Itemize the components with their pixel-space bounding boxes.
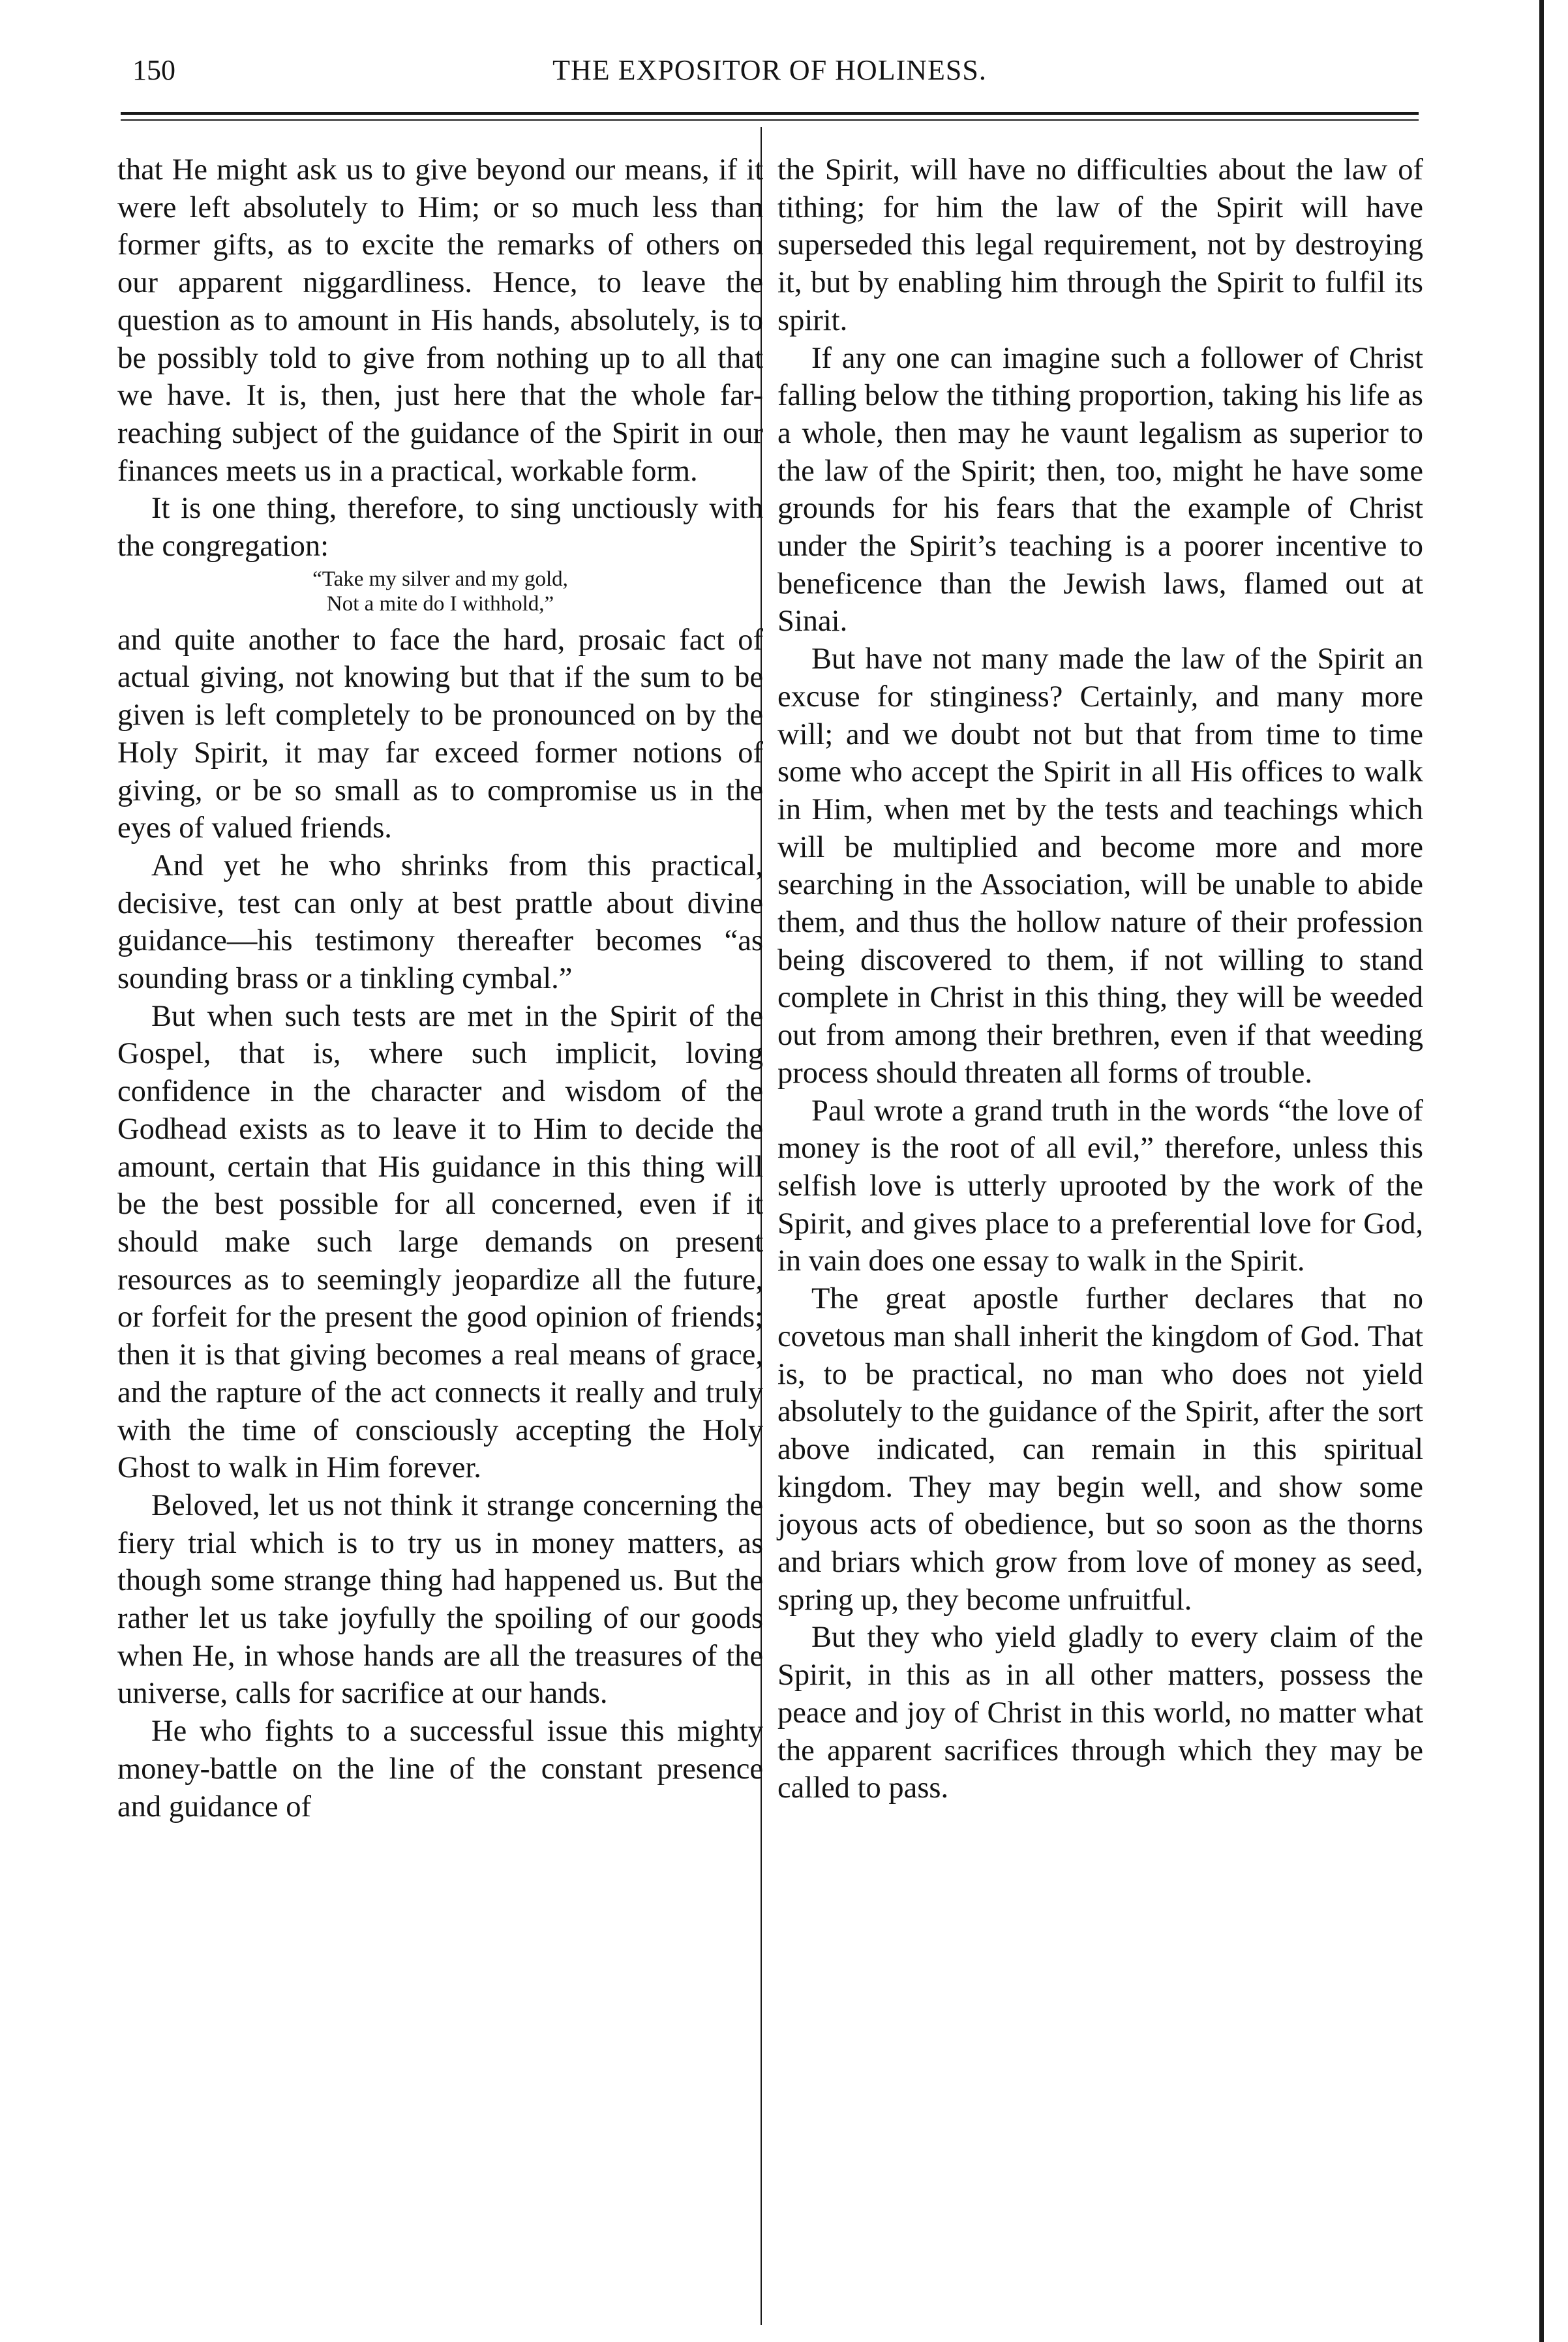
paragraph: that He might ask us to give beyond our means, if it were left absolutely to Him; or so much less than former gifts, as to excite the remarks of others on our apparent niggardliness. Hence, to leave the question as to amount in His hands, absolutely, is to be possibly told to give from nothing up to all that we have. It is, then, just here that the whole far-reaching subject of the guidance of the Spirit in our finances meets us in a practical, workable form. [117,153,763,488]
paragraph: But they who yield gladly to every claim of the Spirit, in this as in all other matters, possess the peace and joy of Christ in this world, no matter what the apparent sacrifices through which they may be called to pass. [777,1621,1423,1805]
paragraph: Beloved, let us not think it strange concerning the fiery trial which is to try us in money matters, as though some strange thing had happened us. But the rather let us take joyfully the spoiling of our goods when He, in whose hands are all the treasures of the universe, calls for sacrifice at our hands. [117,1488,763,1711]
paragraph: and quite another to face the hard, prosaic fact of actual giving, not knowing but that if the sum to be given is left completely to be pronounced on by the Holy Spirit, it may far exceed former notions of giving, or be so small as to compromise us in the eyes of valued friends. [117,623,763,845]
right-column [777,151,1423,2330]
paragraph: But have not many made the law of the Spirit an excuse for stinginess? Certainly, and many more will; and we doubt not but that from time to time some who accept the Spirit in all His offices to walk in Him, when met by the tests and teachings which will be multiplied and become more and more searching in the Association, will be unable to abide them, and thus the hollow nature of their profession being discovered to them, if not willing to stand complete in Christ in this thing, they will be weeded out from among their brethren, even if that weeding process should threaten all forms of trouble. [777,642,1423,1090]
verse-line: Not a mite do I withhold,” [326,592,554,616]
paragraph: But when such tests are met in the Spirit of the Gospel, that is, where such implicit, loving confidence in the character and wisdom of the Godhead exists as to leave it to Him to decide the amount, certain that His guidance in this thing will be the best possible for all concerned, even if it should make such large demands on present resources as to seemingly jeopardize all the future, or forfeit for the present the good opinion of friends; then it is that giving becomes a real means of grace, and the rapture of the act connects it really and truly with the time of consciously accepting the Holy Ghost to walk in Him forever. [117,999,763,1485]
paragraph: The great apostle further declares that no covetous man shall inherit the kingdom of God. That is, to be practical, no man who does not yield absolutely to the guidance of the Spirit, after the sort above indicated, can remain in this spiritual kingdom. They may begin well, and show some joyous acts of obedience, but so soon as the thorns and briars which grow from love of money as seed, spring up, they become unfruitful. [777,1282,1423,1617]
paragraph: And yet he who shrinks from this practical, decisive, test can only at best prattle about divine guidance—his testimony thereafter becomes “as sounding brass or a tinkling cymbal.” [117,848,763,996]
page-number: 150 [132,54,175,86]
left-column [117,151,763,2330]
hymn-quotation [117,567,763,616]
running-title: THE EXPOSITOR OF HOLINESS. [552,54,987,86]
paragraph: He who fights to a successful issue this mighty money-battle on the line of the constant presence and guidance of [117,1715,763,1824]
verse-line: “Take my silver and my gold, [312,567,568,591]
paragraph: the Spirit, will have no difficulties about the law of tithing; for him the law of the Spirit will have superseded this legal requirement, not by destroying it, but by enabling him through the Spirit to fulfil its spirit. [777,153,1423,337]
page-edge-rule [1539,0,1544,2342]
paragraph: It is one thing, therefore, to sing unctiously with the congregation: [117,492,763,563]
paragraph: If any one can imagine such a follower of Christ falling below the tithing proportion, taking his life as a whole, then may he vaunt legalism as superior to the law of the Spirit; then, too, might he have some grounds for his fears that the example of Christ under the Spirit’s teaching is a poorer incentive to beneficence than the Jewish laws, flamed out at Sinai. [777,341,1423,638]
page-header [121,47,1419,99]
paragraph: Paul wrote a grand truth in the words “the love of money is the root of all evil,” therefore, unless this selfish love is utterly uprooted by the work of the Spirit, and gives place to a preferential love for God, in vain does one essay to walk in the Spirit. [777,1094,1423,1278]
header-rule-thin [121,119,1419,121]
header-rule-thick [121,112,1419,115]
